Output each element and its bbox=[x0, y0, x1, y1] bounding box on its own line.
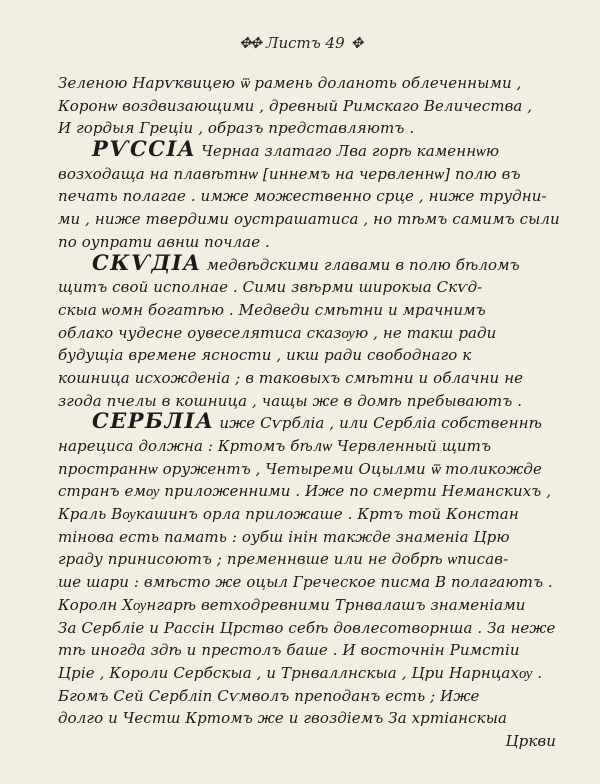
text-line: За Сербліе и Рассін Црство себѣ довлесотворнша . За неже bbox=[58, 618, 556, 637]
page-title: Листъ 49 bbox=[265, 34, 345, 52]
text-line: печать полагае . имже можественно срце , ниже трудни- bbox=[58, 187, 547, 206]
text-line: Бгомъ Сей Сербліn Сѵмволъ преподанъ есть ; Иже bbox=[58, 686, 480, 705]
text-line: тѣ иногда здѣ и престолъ баше . И восточнін Римстіи bbox=[58, 641, 520, 660]
text-line: ше шари : вмѣсто же оцыл Греческое писма В полагаютъ . bbox=[58, 573, 553, 592]
text-line: щитъ свой исполнае . Сими звѣрми широкыа Скѵд- bbox=[58, 278, 483, 297]
text-line: СКѴДІА медвѣдскими главами в полю бѣломъ bbox=[92, 249, 520, 275]
page-header bbox=[0, 34, 600, 52]
text-line: Коронѡ воздвизающими , древный Римскаго Величества , bbox=[58, 96, 533, 115]
text-line: пространнѡ оружентъ , Четырeми Оцылми ѿ толикожде bbox=[58, 459, 542, 478]
text-line: Краль Вѹкашинъ орла приложаше . Кртъ той Констан bbox=[58, 505, 519, 524]
text-line: нарециса должна : Кртомъ бѣлѡ Червленный щитъ bbox=[58, 437, 492, 455]
text-line: облако чудесне оувеселятиса сказѹю , не такш ради bbox=[58, 323, 497, 342]
text-line: тінова есть памать : оубш інін такжде знаменіа Црю bbox=[58, 527, 510, 546]
text-line: И гордыя Греціи , образъ представляютъ . bbox=[58, 119, 415, 138]
text-line: скыа ѡомн богатѣю . Медведи смѣтни и мрачнимъ bbox=[58, 300, 486, 319]
section-heading: РѴССІА bbox=[92, 136, 197, 162]
text-line: згода пчелы в кошница , чащы же в домѣ пребываютъ . bbox=[58, 391, 523, 410]
text-line: по оупрати авнш почлае . bbox=[58, 232, 270, 251]
text-line: Зеленою Нарѵквицею ѿ рамень доланоть облеченными , bbox=[58, 74, 522, 92]
text-line: будущіа времене ясности , икш ради свободнаго к bbox=[58, 346, 472, 365]
text-line: возходаща на плавѣтнѡ [иннемъ на червленнѡ] полю въ bbox=[58, 164, 521, 183]
ornament-left-icon: ✥✥ bbox=[238, 34, 260, 52]
section-heading: СКѴДІА bbox=[92, 249, 202, 275]
text-line: странъ емѹ приложенними . Иже по смерти Неманскихъ , bbox=[58, 482, 552, 501]
text-line: РѴССІА Чернаа златаго Лва горѣ каменнѡю bbox=[92, 136, 500, 162]
text-line: СЕРБЛІА иже Сѵрбліа , или Сербліа собственнѣ bbox=[92, 408, 542, 434]
text-line: долго и Честш Кртомъ же и гвоздіемъ За хртіанскыа bbox=[58, 709, 508, 728]
section-heading: СЕРБЛІА bbox=[92, 408, 215, 434]
ornament-right-icon: ✥ bbox=[350, 34, 362, 52]
body-text bbox=[58, 70, 566, 751]
text-line: Црiе , Короли Сербскыа , и Трнваллнскыа , Цри Нарнцахѹ . bbox=[58, 663, 543, 682]
text-line: Королн Хѹнгарѣ ветходревними Трнвалашъ знаменіами bbox=[58, 595, 526, 614]
text-line: ми , ниже твердими оустрашатиса , но тѣмъ самимъ сыли bbox=[58, 210, 560, 229]
text-line: Цркви bbox=[505, 731, 556, 750]
text-line: граду принисоютъ ; пременнвше или не добрѣ ѡписав- bbox=[58, 550, 509, 569]
text-line: кошница исхожденіа ; в таковыхъ смѣтни и облачни не bbox=[58, 368, 524, 387]
